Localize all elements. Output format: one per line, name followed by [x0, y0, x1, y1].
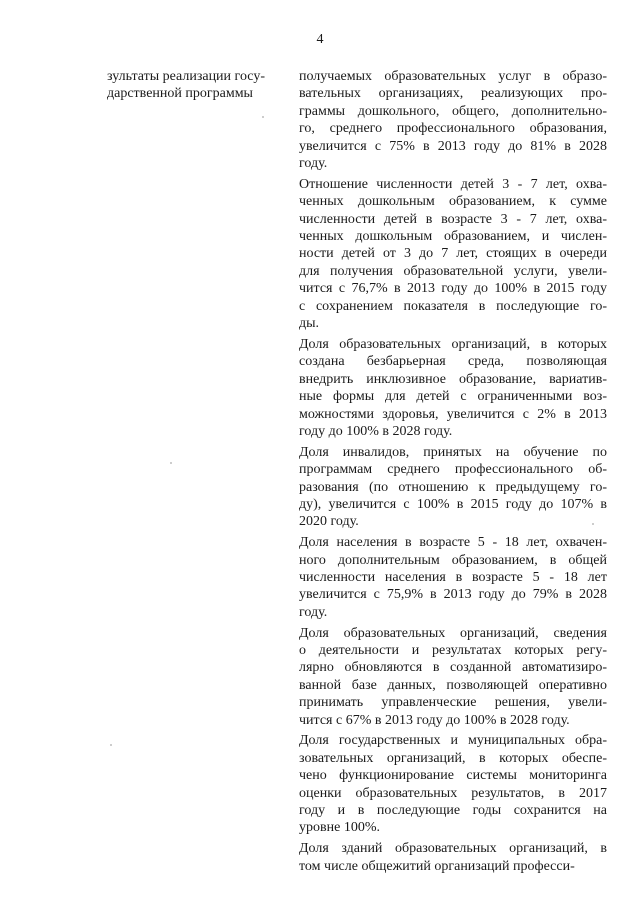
- text-line: увеличится с 75% в 2013 году до 81% в 2028: [299, 138, 607, 154]
- text-line: го, среднего профессионального образования,: [299, 121, 607, 137]
- text-line: с сохранением показателя в последующие го-: [299, 298, 607, 314]
- paragraph: [299, 840, 607, 875]
- text-line: для получения образовательной услуги, увели-: [299, 263, 607, 279]
- text-line: о деятельности и результатах которых регу-: [299, 642, 607, 658]
- text-line: 2020 году.: [299, 514, 359, 530]
- text-line: Доля инвалидов, принятых на обучение по: [299, 444, 607, 460]
- text-line: ченных дошкольным образованием, к сумме: [299, 194, 607, 210]
- text-line: году и в последующие годы сохранится на: [299, 803, 607, 818]
- text-line: можностями здоровья, увеличится с 2% в 2013: [299, 406, 607, 422]
- scan-speck: [170, 462, 172, 464]
- text-line: чено функционирование системы мониторинга: [299, 768, 607, 784]
- text-line: году до 100% в 2028 году.: [299, 423, 453, 439]
- text-line: уровне 100%.: [299, 820, 380, 836]
- paragraph: [299, 68, 607, 172]
- text-line: численности детей в возрасте 3 - 7 лет, охва-: [299, 211, 607, 227]
- text-line: году.: [299, 604, 328, 620]
- text-line: получаемых образовательных услуг в образо-: [299, 69, 607, 84]
- text-line: вательных организациях, реализующих про-: [299, 86, 607, 102]
- paragraph: [299, 444, 607, 531]
- page-number: 4: [316, 32, 324, 47]
- text-line: программам среднего профессионального об-: [299, 462, 607, 478]
- scan-speck: [262, 116, 264, 118]
- text-line: чится с 67% в 2013 году до 100% в 2028 году.: [299, 712, 570, 728]
- text-line: ченных дошкольным образованием, и числен-: [299, 229, 607, 245]
- text-line: создана безбарьерная среда, позволяющая: [299, 354, 607, 370]
- text-line: ные формы для детей с ограниченными воз-: [299, 389, 607, 405]
- left-column-line: зультаты реализации госу-: [107, 69, 265, 84]
- paragraph: [299, 176, 607, 333]
- text-line: лярно обновляются в созданной автоматизиро-: [299, 660, 607, 676]
- text-line: разования (по отношению к предыдущему го-: [299, 479, 607, 495]
- text-line: Доля образовательных организаций, в которых: [299, 336, 607, 352]
- text-line: зовательных организаций, в которых обеспе-: [299, 750, 607, 766]
- text-line: принимать управленческие решения, увели-: [299, 695, 607, 711]
- text-line: ности детей от 3 до 7 лет, стоящих в очереди: [299, 246, 607, 262]
- text-line: внедрить инклюзивное образование, вариатив-: [299, 371, 607, 387]
- scan-speck: [592, 523, 594, 525]
- text-line: увеличится с 75,9% в 2013 году до 79% в 2028: [299, 587, 607, 603]
- text-line: Доля образовательных организаций, сведения: [299, 625, 607, 641]
- paragraph: [299, 336, 607, 440]
- text-line: ного дополнительным образованием, в общей: [299, 552, 607, 568]
- right-column-text: [299, 68, 607, 878]
- text-line: оценки образовательных результатов, в 2017: [299, 785, 607, 801]
- paragraph: [299, 534, 607, 621]
- paragraph: [299, 625, 607, 729]
- left-column-line: дарственной программы: [107, 86, 253, 102]
- left-column-label: [107, 68, 283, 103]
- text-line: численности населения в возрасте 5 - 18 лет: [299, 569, 607, 585]
- text-line: том числе общежитий организаций професси-: [299, 858, 575, 874]
- text-line: Доля зданий образовательных организаций, в: [299, 841, 607, 857]
- text-line: чится с 76,7% в 2013 году до 100% в 2015 году: [299, 281, 607, 297]
- scan-speck: [110, 744, 112, 746]
- text-line: ды.: [299, 316, 320, 332]
- text-line: Отношение численности детей 3 - 7 лет, охва-: [299, 176, 607, 192]
- text-line: ду), увеличится с 100% в 2015 году до 107% в: [299, 496, 607, 512]
- text-line: граммы дошкольного, общего, дополнительно-: [299, 103, 607, 119]
- text-line: Доля государственных и муниципальных обра-: [299, 733, 607, 749]
- paragraph: [299, 732, 607, 836]
- text-line: Доля населения в возрасте 5 - 18 лет, охвачен-: [299, 535, 607, 551]
- text-line: ванной базе данных, позволяющей оперативно: [299, 677, 607, 693]
- text-line: году.: [299, 156, 328, 172]
